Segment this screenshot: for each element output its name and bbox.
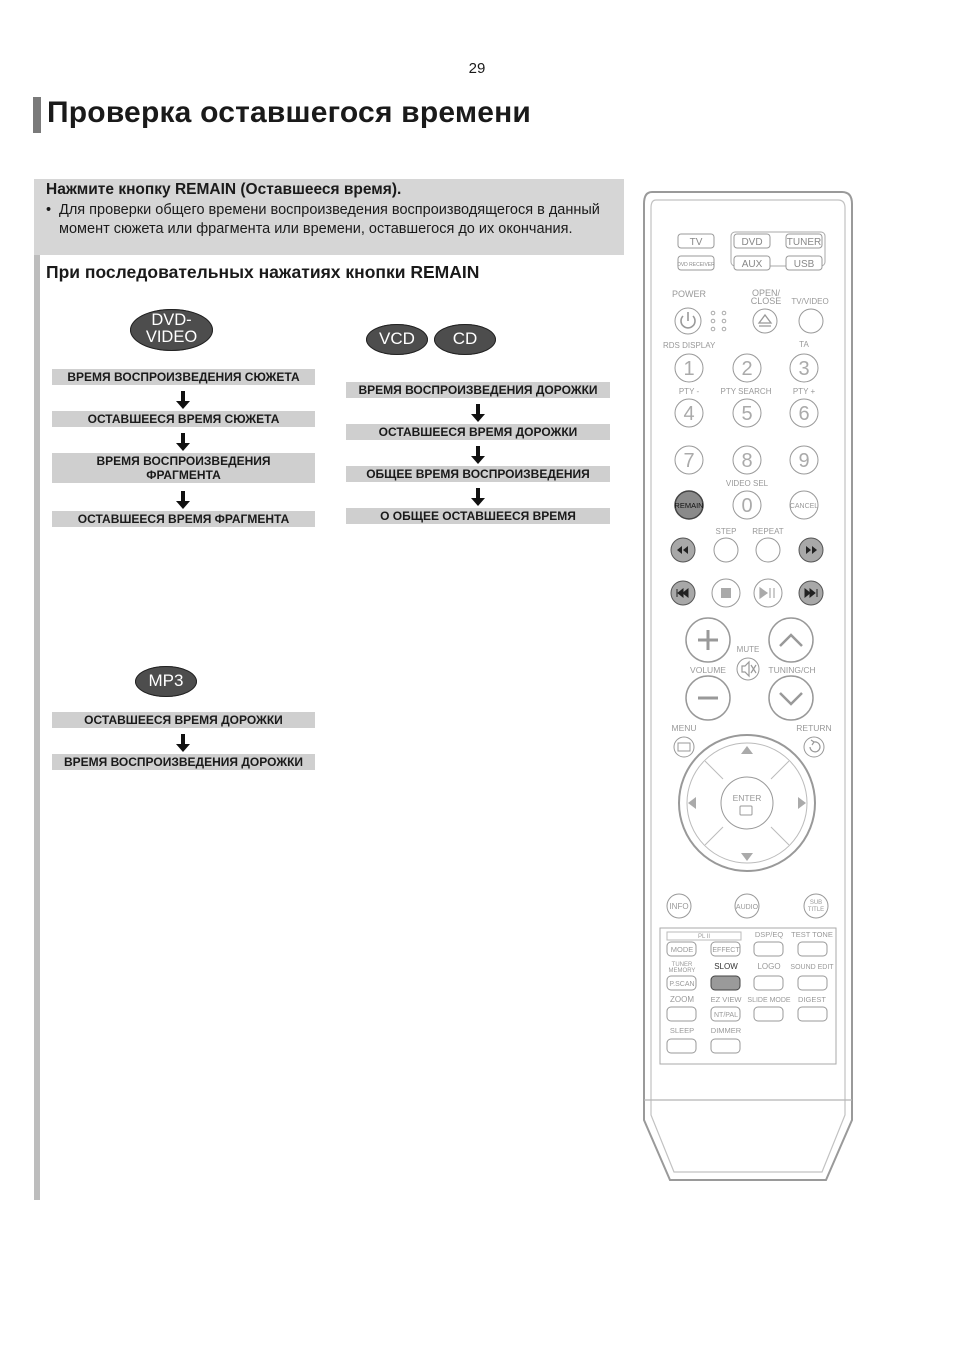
mp3-step-2: ВРЕМЯ ВОСПРОИЗВЕДЕНИЯ ДОРОЖКИ xyxy=(52,754,315,770)
tv-label: TV xyxy=(689,237,703,248)
menu-label: MENU xyxy=(671,723,697,733)
dvd-video-badge xyxy=(130,309,213,351)
audio-label: AUDIO xyxy=(735,904,759,911)
page-title: Проверка оставшегося времени xyxy=(47,96,532,129)
open-close-label-1: OPEN/ xyxy=(751,288,781,298)
cd-badge: CD xyxy=(434,324,496,355)
down-arrow-icon xyxy=(470,488,486,506)
logo-label: LOGO xyxy=(757,962,781,971)
return-button xyxy=(804,737,824,757)
svg-text:5: 5 xyxy=(741,403,753,425)
zoom-button xyxy=(667,1007,696,1021)
digest-button xyxy=(798,1007,827,1021)
return-label: RETURN xyxy=(796,723,832,733)
zoom-label: ZOOM xyxy=(670,995,694,1004)
subtitle-button xyxy=(804,894,828,918)
logo-button xyxy=(754,976,783,990)
title-accent-bar xyxy=(33,97,41,133)
down-arrow-icon xyxy=(175,391,191,409)
mute-button xyxy=(737,658,759,680)
repeat-label: REPEAT xyxy=(752,527,784,536)
slow-button xyxy=(711,976,740,990)
repeat-button xyxy=(756,538,780,562)
tuning-up-button xyxy=(769,618,813,662)
mp3-step-1: ОСТАВШЕЕСЯ ВРЕМЯ ДОРОЖКИ xyxy=(52,712,315,728)
sleep-label: SLEEP xyxy=(669,1026,695,1035)
open-close-label-2: CLOSE xyxy=(750,296,782,306)
svg-text:2: 2 xyxy=(741,358,753,380)
test-tone-label: TEST TONE xyxy=(791,930,833,939)
dvd-step-4: ОСТАВШЕЕСЯ ВРЕМЯ ФРАГМЕНТА xyxy=(52,511,315,527)
pty-search-label: PTY SEARCH xyxy=(720,387,772,396)
sequence-title: При последовательных нажатиях кнопки REMAIN xyxy=(46,262,480,282)
tuner-label: TUNER xyxy=(786,237,822,248)
subtitle-label-2: TITLE xyxy=(807,907,825,913)
down-arrow-icon xyxy=(175,491,191,509)
ta-label: TA xyxy=(799,340,809,349)
sound-edit-label: SOUND EDIT xyxy=(790,964,834,971)
down-arrow-icon xyxy=(175,433,191,451)
dvd-receiver-label: DVD RECEIVER xyxy=(677,262,715,268)
instruction-heading: Нажмите кнопку REMAIN (Оставшееся время). xyxy=(46,181,402,198)
down-arrow-icon xyxy=(175,734,191,752)
tuning-down-button xyxy=(769,676,813,720)
volume-label: VOLUME xyxy=(690,665,726,675)
tv-video-button xyxy=(799,309,823,333)
dimmer-button xyxy=(711,1039,740,1053)
open-close-button xyxy=(753,309,777,333)
tuner-memory-label-2: MEMORY xyxy=(668,968,696,974)
pty-plus-label: PTY + xyxy=(792,387,816,396)
digest-label: DIGEST xyxy=(798,995,826,1004)
dvd-step-2: ОСТАВШЕЕСЯ ВРЕМЯ СЮЖЕТА xyxy=(52,411,315,427)
instruction-bullet-text: Для проверки общего времени воспроизведения воспроизводящегося в данный момент сюжета или фрагмента или времени, оставшегося до их окончания. xyxy=(59,202,600,237)
pty-minus-label: PTY - xyxy=(678,387,700,396)
svg-text:7: 7 xyxy=(683,450,695,472)
slow-label: SLOW xyxy=(714,962,738,971)
page-number: 29 xyxy=(468,60,486,77)
pl2-label: PL II xyxy=(697,934,711,940)
sleep-button xyxy=(667,1039,696,1053)
slide-mode-label: SLIDE MODE xyxy=(747,997,791,1004)
cancel-label: CANCEL xyxy=(789,503,819,510)
power-label: POWER xyxy=(672,289,707,299)
svg-text:9: 9 xyxy=(798,450,810,472)
effect-label: EFFECT xyxy=(712,947,740,954)
instruction-bullet xyxy=(46,201,616,238)
remote-control-illustration xyxy=(636,190,858,1185)
svg-text:3: 3 xyxy=(798,358,810,380)
enter-button xyxy=(721,777,773,829)
dimmer-label: DIMMER xyxy=(710,1026,742,1035)
usb-label: USB xyxy=(793,259,815,270)
svg-text:8: 8 xyxy=(741,450,753,472)
aux-label: AUX xyxy=(741,259,763,270)
tuning-ch-label: TUNING/CH xyxy=(768,665,816,675)
menu-button xyxy=(674,737,694,757)
sound-edit-button xyxy=(798,976,827,990)
p-scan-label: P.SCAN xyxy=(669,981,695,988)
dvd-step-3: ВРЕМЯ ВОСПРОИЗВЕДЕНИЯ ФРАГМЕНТА xyxy=(52,453,315,483)
mp3-badge: MP3 xyxy=(135,666,197,697)
slide-mode-button xyxy=(754,1007,783,1021)
tv-video-label: TV/VIDEO xyxy=(791,297,829,306)
svg-text:1: 1 xyxy=(683,358,695,380)
svg-text:6: 6 xyxy=(798,403,810,425)
vcd-badge: VCD xyxy=(366,324,428,355)
dvd-badge-line1: DVD- xyxy=(151,311,192,329)
dsp-eq-label: DSP/EQ xyxy=(754,930,784,939)
subtitle-label-1: SUB xyxy=(809,900,823,906)
down-arrow-icon xyxy=(470,446,486,464)
mode-label: MODE xyxy=(670,945,694,954)
svg-text:0: 0 xyxy=(741,495,753,517)
mute-label: MUTE xyxy=(736,645,760,654)
test-tone-button xyxy=(798,942,827,956)
dvd-step-1: ВРЕМЯ ВОСПРОИЗВЕДЕНИЯ СЮЖЕТА xyxy=(52,369,315,385)
vcd-step-1: ВРЕМЯ ВОСПРОИЗВЕДЕНИЯ ДОРОЖКИ xyxy=(346,382,610,398)
vcd-step-2: ОСТАВШЕЕСЯ ВРЕМЯ ДОРОЖКИ xyxy=(346,424,610,440)
nt-pal-label: NT/PAL xyxy=(714,1012,738,1019)
ez-view-label: EZ VIEW xyxy=(710,995,742,1004)
dvd-badge-line2: VIDEO xyxy=(145,328,198,346)
enter-label: ENTER xyxy=(732,793,762,803)
stop-icon xyxy=(721,588,731,598)
down-arrow-icon xyxy=(470,404,486,422)
step-button xyxy=(714,538,738,562)
dvd-label: DVD xyxy=(741,237,763,248)
step-label: STEP xyxy=(715,527,737,536)
remain-label: REMAIN xyxy=(674,501,704,510)
vcd-step-4: О ОБЩЕЕ ОСТАВШЕЕСЯ ВРЕМЯ xyxy=(346,508,610,524)
rds-display-label: RDS DISPLAY xyxy=(663,341,716,350)
bullet-dot: • xyxy=(46,202,52,218)
dsp-eq-button xyxy=(754,942,783,956)
info-label: INFO xyxy=(669,902,689,911)
tuner-memory-label-1: TUNER xyxy=(671,962,693,968)
svg-text:4: 4 xyxy=(683,403,695,425)
video-sel-label: VIDEO SEL xyxy=(725,479,769,488)
vcd-step-3: ОБЩЕЕ ВРЕМЯ ВОСПРОИЗВЕДЕНИЯ xyxy=(346,466,610,482)
left-margin-rule xyxy=(34,180,40,1200)
